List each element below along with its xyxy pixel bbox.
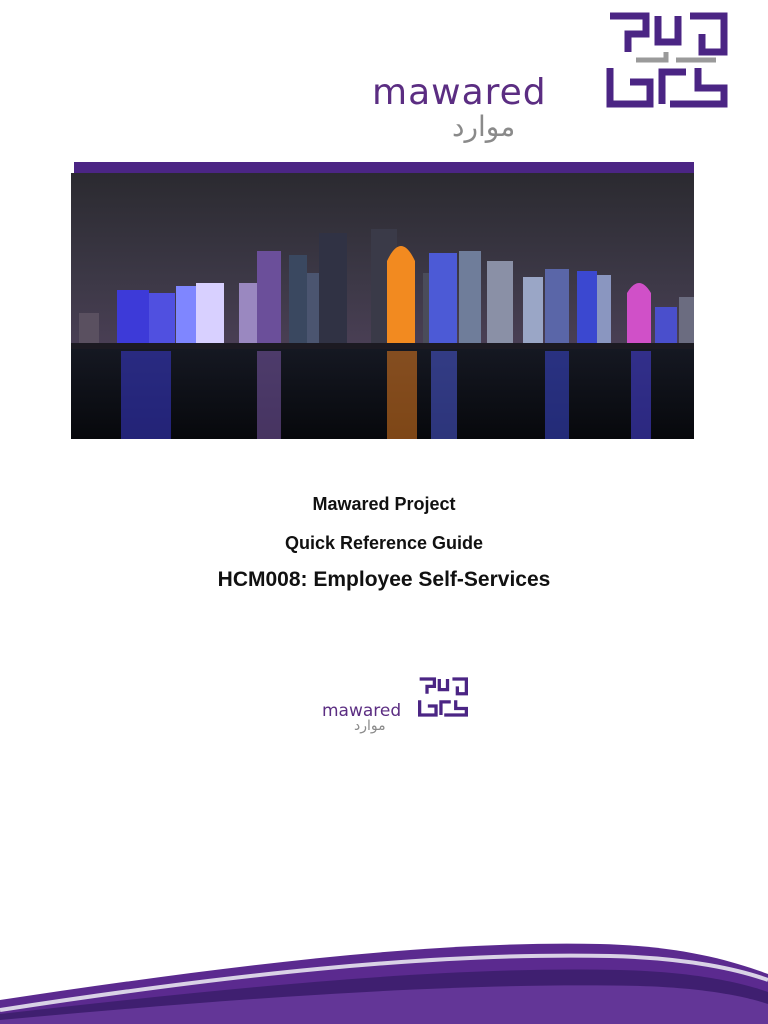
brand-name-en-small: mawared [322,701,402,721]
project-name: Mawared Project [312,494,456,514]
brand-logo-small [322,674,468,736]
kufic-logo-mark-small-icon [418,674,468,720]
footer-swoosh [0,900,768,1024]
cover-title-block [0,494,768,592]
brand-name-ar: موارد [452,110,516,143]
brand-name-ar-small: موارد [354,718,386,734]
document-title: HCM008: Employee Self-Services [217,568,551,591]
brand-name-en: mawared [372,72,547,113]
kufic-logo-mark-icon [606,12,728,108]
document-type: Quick Reference Guide [284,533,484,553]
skyline-photo [71,173,694,439]
brand-logo [372,12,728,142]
header-accent-bar [74,162,694,173]
